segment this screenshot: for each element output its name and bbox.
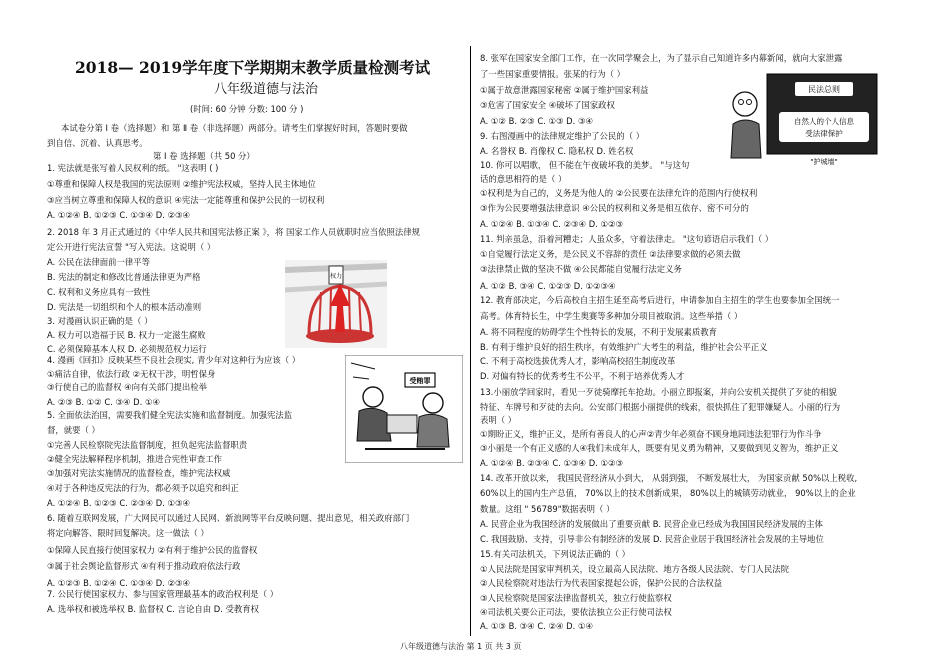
left-line-4: ①尊重和保障人权是我国的宪法原则 ②维护宪法权威，坚持人民主体地位 [47, 179, 316, 189]
left-line-21: 督，就要（ ） [47, 425, 100, 435]
right-line-37: ④司法机关要公正司法，要依法独立公正行使司法权 [480, 607, 672, 617]
left-line-0: 本试卷分第 Ⅰ 卷（选择题）和 第 Ⅱ 卷（非选择题）两部分。请考生们掌握好时间，答题时要做 [61, 123, 408, 133]
left-line-5: ③应当树立尊重和保障人权的意识 ④宪法一定能尊重和保护公民的一切权利 [47, 195, 325, 205]
left-line-33: A. 选举权和被选举权 B. 监督权 C. 言论自由 D. 受教育权 [47, 604, 260, 614]
left-line-26: A. ①②④ B. ①②③ C. ②③④ D. ①③④ [47, 498, 191, 508]
right-line-27: A. ①②④ B. ②③④ C. ①③④ D. ①②③ [480, 458, 624, 468]
right-line-30: 数量。这组 " 56789"数据表明（ ） [480, 504, 615, 514]
left-line-8: 定公开进行宪法宣誓 "写入宪法。这说明（ ） [47, 242, 216, 252]
left-line-23: ②健全宪法解释程序机制，推进合宪性审查工作 [47, 454, 223, 464]
right-line-6: A. 名誉权 B. 肖像权 C. 隐私权 D. 姓名权 [480, 146, 634, 156]
right-line-1: 了一些国家重要情报。张某的行为（ ） [480, 69, 626, 79]
right-line-25: ①期盼正义，维护正义，是所有善良人的心声②青少年必须奋不顾身地同违法犯罪行为作斗争 [480, 429, 822, 439]
left-line-10: B. 宪法的制定和修改比普通法律更为严格 [47, 272, 201, 282]
right-line-2: ①属于故意泄露国家秘密 ②属于维护国家利益 [480, 85, 649, 95]
left-line-16: 4. 漫画《回扣》反映某些不良社会现实, 青少年对这种行为应该（ ） [47, 355, 301, 365]
right-line-15: A. ①② B. ③④ C. ①②③ D. ①②③④ [480, 281, 616, 291]
right-line-3: ③危害了国家安全 ④破坏了国家政权 [480, 100, 615, 110]
right-line-29: 60%以上的国内生产总值， 70%以上的技术创新成果， 80%以上的城镇劳动就业， 90%以上的企业 [480, 488, 856, 498]
civil-code-wall-cartoon [727, 68, 882, 168]
right-line-32: C. 我国鼓励、支持，引导非公有制经济的发展 D. 民营企业居于我国经济社会发展的主导地位 [480, 534, 824, 544]
left-line-22: ①完善人民检察院宪法监督制度，担负起宪法监督职责 [47, 440, 248, 450]
left-line-32: 7. 公民行使国家权力、参与国家管理最基本的政治权利是（ ） [47, 589, 279, 599]
left-line-28: 将定向解答、限时回复解决。这一做法（ ） [47, 528, 209, 538]
right-line-34: ①人民法院是国家审判机关，设立最高人民法院、地方各级人民法院、专门人民法院 [480, 564, 790, 574]
right-line-20: C. 不利于高校选拔优秀人才，影响高校招生制度改革 [480, 356, 676, 366]
rebate-cartoon [345, 355, 463, 463]
right-line-19: B. 有利于维护良好的招生秩序，有效维护广大考生的利益，维护社会公平正义 [480, 342, 768, 352]
wall-label-3: "护城墙" [810, 158, 838, 166]
exam-title: 2018— 2019学年度下学期期末教学质量检测考试 [75, 58, 431, 77]
cage-label: 权力 [329, 273, 343, 280]
left-line-25: ④对于各种违反宪法的行为，都必须予以追究和纠正 [47, 483, 239, 493]
left-line-2: 第 Ⅰ 卷 选择题（共 50 分） [153, 151, 255, 161]
right-line-12: 11. 判亲虽急，沿着河糟走；人虽众多，守着法律走。 "这句谚语启示我们（ ） [480, 234, 774, 244]
right-line-8: 话的意思相符的是（ ） [480, 174, 567, 184]
right-line-0: 8. 张军在国家安全部门工作，在一次同学聚会上，为了显示自己知道许多内幕新闻，就向大家泄露 [480, 53, 843, 63]
left-line-17: ①痛沽自律，依法行政 ②无权干涉，明哲保身 [47, 369, 216, 379]
left-line-11: C. 权利和义务应具有一致性 [47, 287, 151, 297]
right-line-16: 12. 教育部决定，今后高校自主招生延至高考后进行，申请参加自主招生的学生也要参加全国统一 [480, 295, 840, 305]
right-line-22: 13.小丽放学回家时，看见一歹徒骑摩托车抢劫。小丽立即报案，并向公安机关提供了歹徒的相貌 [480, 387, 837, 397]
left-line-29: ①保障人民直接行使国家权力 ②有利于维护公民的监督权 [47, 545, 258, 555]
wall-label-2: 受法律保护 [805, 129, 843, 138]
exam-time-info: (时间: 60 分钟 分数: 100 分 ) [190, 104, 304, 114]
left-line-14: A. 权力可以造福于民 B. 权力一定滋生腐败 [47, 330, 206, 340]
column-divider [470, 46, 471, 636]
right-line-4: A. ①② B. ②③ C. ①③ D. ③④ [480, 116, 593, 126]
right-line-28: 14. 改革开放以来， 我国民营经济从小到大， 从弱到强， 不断发展壮大， 为国家贡献 50%以上税收, [480, 473, 858, 483]
right-line-14: ③法律禁止做的坚决不做 ④公民都能自觉履行法定义务 [480, 264, 682, 274]
wall-label-0: 民法总则 [808, 85, 840, 94]
left-line-19: A. ②③ B. ①② C. ③④ D. ①④ [47, 397, 160, 407]
right-line-10: ③作为公民要增强法律意识 ④公民的权利和义务是相互依存、密不可分的 [480, 203, 749, 213]
left-line-31: A. ①②③ B. ①②④ C. ①③④ D. ②③④ [47, 578, 191, 588]
left-line-18: ③行使自己的监督权 ④向有关部门提出检举 [47, 382, 208, 392]
right-line-13: ①自觉履行法定义务，是公民义不容辞的责任 ②法律要求做的必须去做 [480, 249, 741, 259]
right-line-7: 10. 你可以唱歌， 但不能在午夜破坏我的美梦。 "与这句 [480, 160, 690, 170]
right-line-23: 特征、车牌号和歹徒的去向。公安部门根据小丽提供的线索，很快抓住了犯罪嫌疑人。小丽的行为 [480, 402, 841, 412]
right-line-36: ③人民检察院是国家法律监督机关，独立行使监察权 [480, 593, 672, 603]
right-line-31: A. 民营企业为我国经济的发展做出了重要贡献 B. 民营企业已经成为我国国民经济发展的主体 [480, 519, 823, 529]
exam-subject: 八年级道德与法治 [214, 82, 319, 97]
left-line-15: C. 必须保障基本人权 D. 必须规范权力运行 [47, 344, 207, 354]
right-line-24: 表明（ ） [480, 415, 517, 425]
right-line-35: ②人民检察院对违法行为代表国家提起公诉，保护公民的合法权益 [480, 578, 723, 588]
left-line-24: ③加强对宪法实施情况的监督检查，维护宪法权威 [47, 468, 231, 478]
left-line-3: 1. 宪法就是张写着人民权利的纸。 "这表明 ( ) [47, 163, 219, 173]
page-footer: 八年级道德与法治 第 1 页 共 3 页 [400, 642, 522, 651]
right-line-33: 15.有关司法机关，下列说法正确的（ ） [480, 549, 630, 559]
left-line-6: A. ①②④ B. ①②③ C. ①③④ D. ②③④ [47, 210, 191, 220]
right-line-26: ③小丽是一个有正义感的人④我们未成年人，既要有见义勇为精神，又要做到见义智为，维护正义 [480, 443, 839, 453]
rebate-label: 受贿罪 [409, 377, 431, 385]
left-line-9: A. 公民在法律面前一律平等 [47, 257, 151, 267]
right-line-5: 9. 右图漫画中的法律规定维护了公民的（ ） [480, 131, 645, 141]
left-line-12: D. 宪法是一切组织和个人的根本活动准则 [47, 302, 202, 312]
right-line-38: A. ①③ B. ③④ C. ②④ D. ①④ [480, 621, 593, 631]
right-line-18: A. 将不同程度的妨碍学生个性特长的发展，不利于发展素质教育 [480, 327, 718, 337]
left-line-27: 6. 随着互联网发展，广大网民可以通过人民网、新浪网等平台反映问题、提出意见，相关政府部门 [47, 513, 410, 523]
left-line-20: 5. 全面依法治国，需要我们健全宪法实施和监督制度。加强宪法监 [47, 410, 293, 420]
left-line-7: 2. 2018 年 3 月正式通过的《中华人民共和国宪法修正案 》，将 国家工作人员就职时应当依照法律规 [47, 227, 421, 237]
power-cage-cartoon [285, 260, 387, 348]
left-line-1: 到自信、沉着、认真思考。 [47, 138, 148, 148]
left-line-13: 3. 对漫画认识正确的是（ ） [47, 316, 153, 326]
right-line-21: D. 对偏有特长的优秀考生不公平，不利于培养优秀人才 [480, 371, 685, 381]
wall-label-1: 自然人的个人信息 [794, 117, 854, 126]
right-line-17: 高考。体育特长生，中学生奥赛等多种加分项目被取消。这些举措（ ） [480, 311, 743, 321]
left-line-30: ③属于社会舆论监督形式 ④有利于推动政府依法行政 [47, 561, 241, 571]
right-line-11: A. ①②④ B. ①③④ C. ②③④ D. ①②③ [480, 219, 624, 229]
right-line-9: ①权利是为自己的，义务是为他人的 ②公民要在法律允许的范围内行使权利 [480, 188, 758, 198]
